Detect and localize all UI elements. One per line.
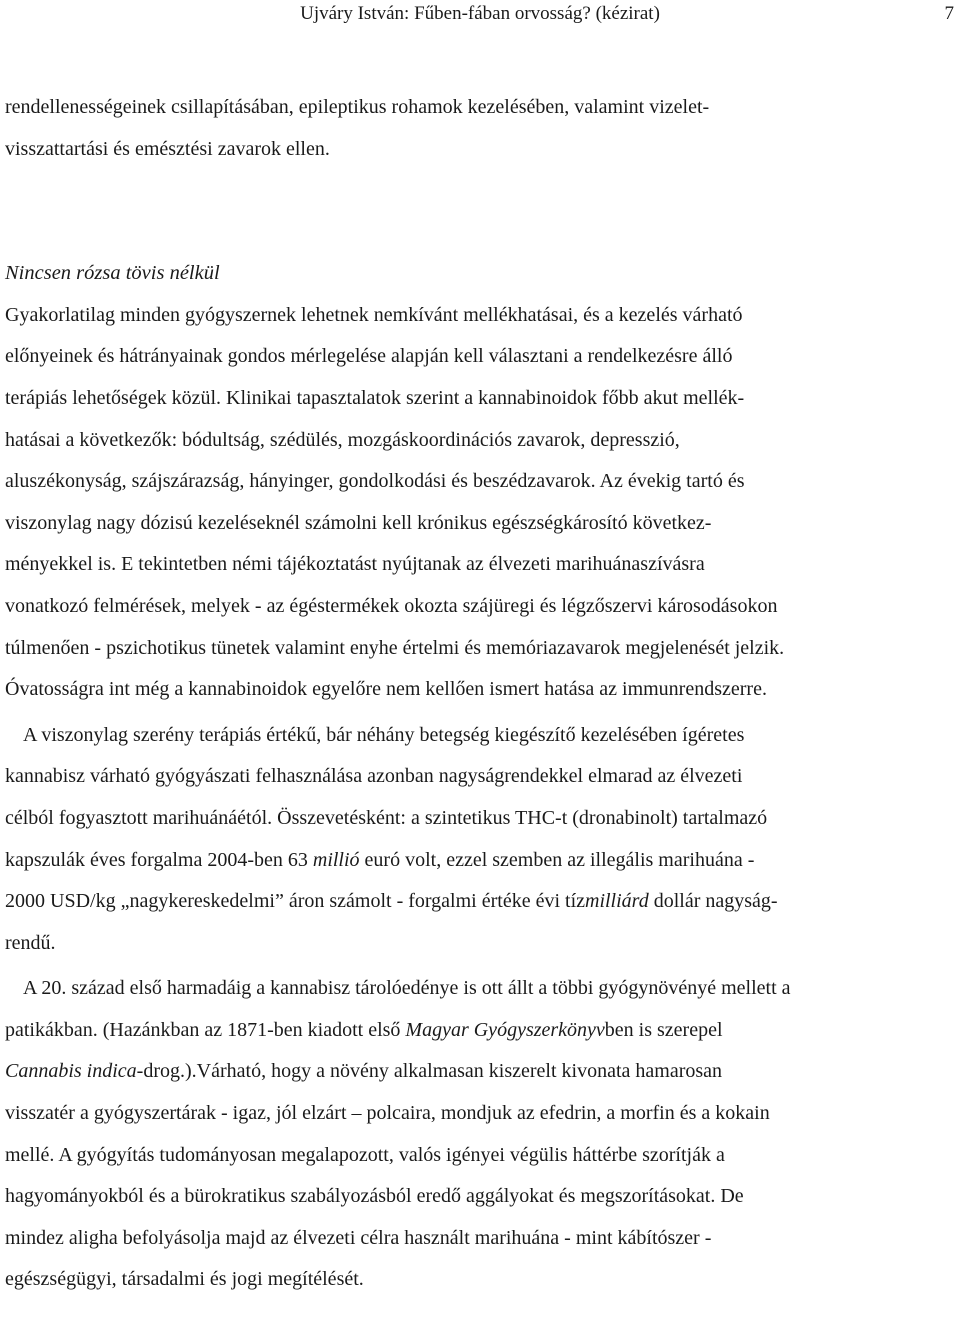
text-line: vonatkozó felmérések, melyek - az égéstermékek okozta szájüregi és légzőszervi károsodásokon bbox=[5, 594, 778, 617]
page-number: 7 bbox=[944, 3, 954, 24]
section-heading bbox=[5, 253, 949, 295]
text-line: túlmenően - pszichotikus tünetek valamint enyhe értelmi és memóriazavarok megjelenését jelzik. bbox=[5, 636, 785, 659]
text-line: előnyeinek és hátrányainak gondos mérlegelése alapján kell választani a rendelkezésre álló bbox=[5, 345, 733, 368]
text-segment: euró volt, ezzel szemben az illegális marihuána - bbox=[359, 848, 755, 871]
text-line: visszattartási és emésztési zavarok ellen. bbox=[5, 137, 330, 160]
text-line bbox=[5, 881, 949, 923]
paragraph-history bbox=[5, 968, 949, 1301]
text-segment: patikákban. (Hazánkban az 1871-ben kiadott első bbox=[5, 1018, 406, 1041]
text-line: Gyakorlatilag minden gyógyszernek lehetnek nemkívánt mellékhatásai, és a kezelés várható bbox=[5, 303, 743, 326]
text-line: A viszonylag szerény terápiás értékű, bár néhány betegség kiegészítő kezelésében ígéretes bbox=[23, 723, 745, 746]
text-line bbox=[5, 1010, 949, 1052]
text-segment: -drog.).Várható, hogy a növény alkalmasan kiszerelt kivonata hamarosan bbox=[136, 1060, 723, 1083]
text-segment: ben is szerepel bbox=[604, 1018, 723, 1041]
text-line: mellé. A gyógyítás tudományosan megalapozott, valós igényei végülis háttérbe szorítják a bbox=[5, 1143, 725, 1166]
text-segment: dollár nagyság- bbox=[648, 890, 778, 913]
text-line: hatásai a következők: bódultság, szédülés, mozgáskoordinációs zavarok, depresszió, bbox=[5, 428, 680, 451]
text-line: egészségügyi, társadalmi és jogi megítélését. bbox=[5, 1268, 364, 1291]
document-title: Ujváry István: Fűben-fában orvosság? (kézirat) bbox=[300, 3, 660, 24]
text-line: Óvatosságra int még a kannabinoidok egyelőre nem kellően ismert hatása az immunrendszerre. bbox=[5, 678, 767, 701]
text-segment: kapszulák éves forgalma 2004-ben 63 bbox=[5, 848, 313, 871]
text-line: rendű. bbox=[5, 931, 56, 954]
text-line bbox=[5, 840, 949, 882]
italic-text: Magyar Gyógyszerkönyv bbox=[405, 1018, 605, 1041]
italic-text: Cannabis indica bbox=[5, 1060, 137, 1083]
text-line: viszonylag nagy dózisú kezeléseknél számolni kell krónikus egészségkárosító következ- bbox=[5, 511, 712, 534]
italic-text: milliárd bbox=[585, 890, 649, 913]
text-line bbox=[5, 1051, 949, 1093]
text-line: kannabisz várható gyógyászati felhasználása azonban nagyságrendekkel elmarad az élvezeti bbox=[5, 765, 743, 788]
text-line: aluszékonyság, szájszárazság, hányinger, gondolkodási és beszédzavarok. Az évekig tartó és bbox=[5, 470, 745, 493]
paragraph-market-value bbox=[5, 715, 949, 965]
document-body bbox=[5, 87, 949, 1301]
italic-text: millió bbox=[312, 848, 360, 871]
section-heading-text: Nincsen rózsa tövis nélkül bbox=[5, 262, 220, 285]
paragraph-side-effects bbox=[5, 295, 949, 711]
text-line: visszatér a gyógyszertárak - igaz, jól elzárt – polcaira, mondjuk az efedrin, a morfin és a kokain bbox=[5, 1102, 770, 1125]
text-line: mindez aligha befolyásolja majd az élvezeti célra használt marihuána - mint kábítószer - bbox=[5, 1226, 712, 1249]
text-line: célból fogyasztott marihuánáétól. Összevetésként: a szintetikus THC-t (dronabinolt) tartalmazó bbox=[5, 806, 768, 829]
text-line: ményekkel is. E tekintetben némi tájékoztatást nyújtanak az élvezeti marihuánaszívásra bbox=[5, 553, 705, 576]
text-line: hagyományokból és a bürokratikus szabályozásból eredő aggályokat és megszorításokat. De bbox=[5, 1185, 744, 1208]
continued-paragraph bbox=[5, 87, 949, 170]
page-header bbox=[0, 2, 960, 26]
text-segment: 2000 USD/kg „nagykereskedelmi” áron számolt - forgalmi értéke évi tíz bbox=[5, 890, 585, 913]
text-line: rendellenességeinek csillapításában, epileptikus rohamok kezelésében, valamint vizelet- bbox=[5, 96, 710, 118]
text-line: A 20. század első harmadáig a kannabisz tárolóedénye is ott állt a többi gyógynövényé mellett a bbox=[23, 977, 791, 1000]
text-line: terápiás lehetőségek közül. Klinikai tapasztalatok szerint a kannabinoidok főbb akut mellék- bbox=[5, 386, 745, 409]
